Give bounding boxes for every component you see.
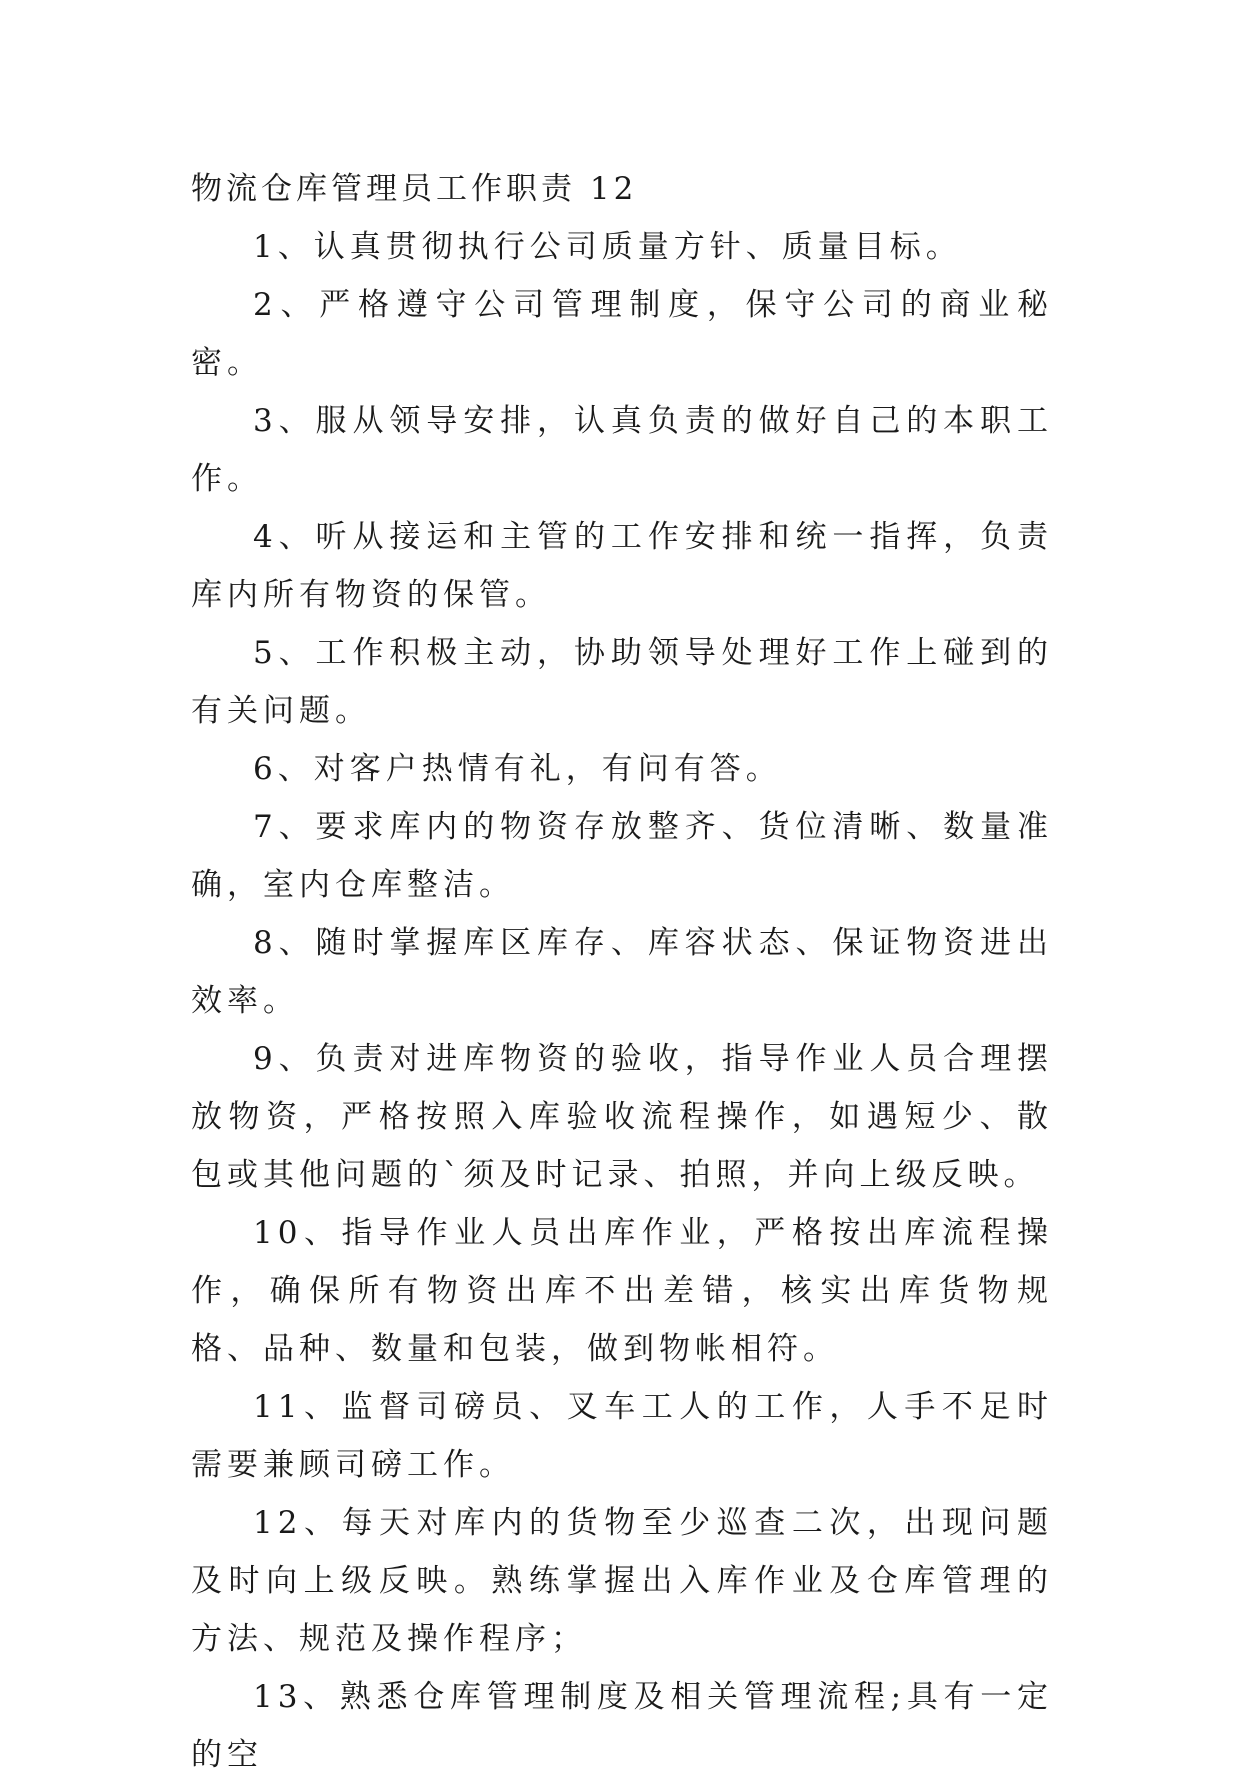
document-title: 物流仓库管理员工作职责 12 bbox=[191, 171, 638, 207]
duty-item-7: 7、要求库内的物资存放整齐、货位清晰、数量准确，室内仓库整洁。 bbox=[191, 809, 1053, 903]
duty-item-8: 8、随时掌握库区库存、库容状态、保证物资进出效率。 bbox=[191, 925, 1053, 1019]
duty-item-12: 12、每天对库内的货物至少巡查二次，出现问题及时向上级反映。熟练掌握出入库作业及仓库管理的方法、规范及操作程序； bbox=[191, 1505, 1053, 1657]
duty-item-11: 11、监督司磅员、叉车工人的工作，人手不足时需要兼顾司磅工作。 bbox=[191, 1389, 1053, 1483]
duty-item-2: 2、严格遵守公司管理制度，保守公司的商业秘密。 bbox=[191, 287, 1053, 381]
document-body bbox=[191, 160, 1053, 1784]
duty-item-5: 5、工作积极主动，协助领导处理好工作上碰到的有关问题。 bbox=[191, 635, 1053, 729]
duty-item-1: 1、认真贯彻执行公司质量方针、质量目标。 bbox=[253, 229, 962, 265]
duty-item-4: 4、听从接运和主管的工作安排和统一指挥，负责库内所有物资的保管。 bbox=[191, 519, 1053, 613]
duty-item-3: 3、服从领导安排，认真负责的做好自己的本职工作。 bbox=[191, 403, 1053, 497]
duty-item-9: 9、负责对进库物资的验收，指导作业人员合理摆放物资，严格按照入库验收流程操作，如遇短少、散包或其他问题的`须及时记录、拍照，并向上级反映。 bbox=[191, 1041, 1053, 1193]
duty-item-10: 10、指导作业人员出库作业，严格按出库流程操作，确保所有物资出库不出差错，核实出库货物规格、品种、数量和包装，做到物帐相符。 bbox=[191, 1215, 1053, 1367]
duty-item-6: 6、对客户热情有礼，有问有答。 bbox=[253, 751, 782, 787]
duty-item-13: 13、熟悉仓库管理制度及相关管理流程;具有一定的空 bbox=[191, 1679, 1053, 1773]
